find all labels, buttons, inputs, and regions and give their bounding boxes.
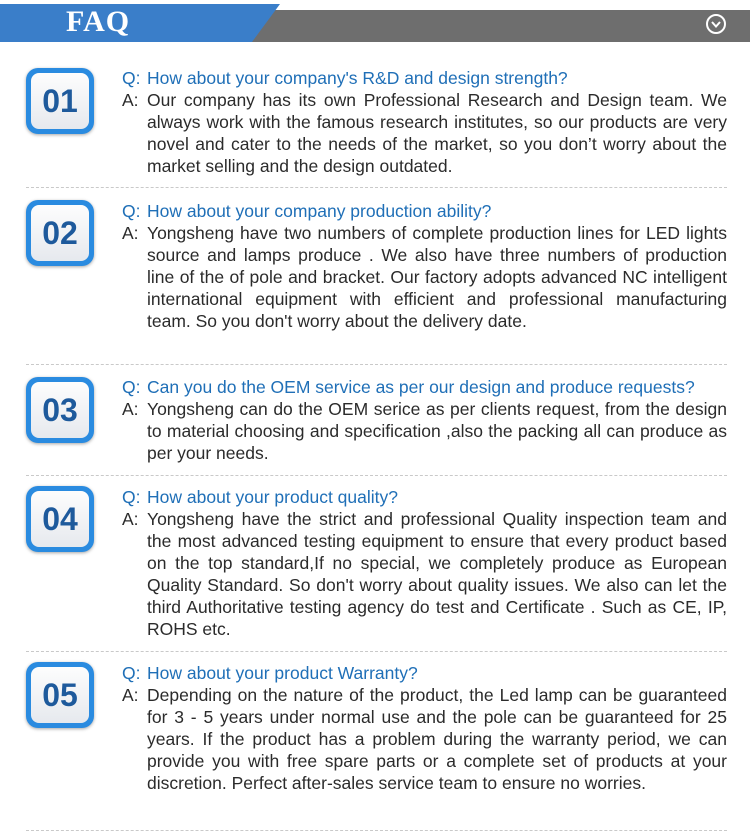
question-prefix: Q: bbox=[122, 201, 141, 221]
answer-text: Yongsheng have the strict and professional Quality inspection team and the most advanced testing equipment to ensure that every product based on the top standard,If no special, we completely produce as European Quality Standard. So don't worry about quality issues. We also can let the third Authoritative testing agency do test and Certificate . Such as CE, IP, ROHS etc. bbox=[147, 509, 727, 639]
number-badge bbox=[26, 662, 94, 728]
divider bbox=[26, 475, 727, 476]
question-text: How about your company production ability? bbox=[147, 201, 492, 221]
question-prefix: Q: bbox=[122, 68, 141, 88]
qa-block bbox=[122, 67, 727, 177]
answer-row bbox=[122, 684, 727, 794]
question-prefix: Q: bbox=[122, 377, 141, 397]
answer-text: Yongsheng can do the OEM serice as per clients request, from the design to material choosing and specification ,also the packing all can produce as per your needs. bbox=[147, 399, 727, 463]
qa-block bbox=[122, 662, 727, 794]
divider bbox=[26, 830, 727, 831]
question-prefix: Q: bbox=[122, 487, 141, 507]
question-text: How about your product quality? bbox=[147, 487, 398, 507]
question-text: How about your product Warranty? bbox=[147, 663, 418, 683]
header-blue-tab bbox=[0, 4, 280, 42]
divider bbox=[26, 364, 727, 365]
answer-text: Depending on the nature of the product, the Led lamp can be guaranteed for 3 - 5 years under normal use and the pole can be guaranteed for 25 years. If the product has a problem during the warranty period, we can provide you with free spare parts or a complete set of products at your discretion. Perfect after-sales service team to ensure no worries. bbox=[147, 685, 727, 793]
number-badge-label: 01 bbox=[31, 73, 89, 129]
divider bbox=[26, 187, 727, 188]
answer-prefix: A: bbox=[122, 223, 139, 243]
faq-header bbox=[0, 0, 750, 44]
question-row bbox=[122, 67, 727, 89]
answer-row bbox=[122, 508, 727, 640]
divider bbox=[26, 651, 727, 652]
question-text: How about your company's R&D and design strength? bbox=[147, 68, 568, 88]
answer-prefix: A: bbox=[122, 509, 139, 529]
answer-prefix: A: bbox=[122, 90, 139, 110]
question-row bbox=[122, 200, 727, 222]
number-badge bbox=[26, 377, 94, 443]
answer-row bbox=[122, 89, 727, 177]
qa-block bbox=[122, 486, 727, 640]
question-row bbox=[122, 376, 727, 398]
number-badge bbox=[26, 68, 94, 134]
answer-text: Yongsheng have two numbers of complete production lines for LED lights source and lamps produce . We also have three numbers of production line of the of pole and bracket. Our factory adopts advanced NC intelligent international equipment with efficient and professional manufacturing team. So you don't worry about the delivery date. bbox=[147, 223, 727, 331]
question-text: Can you do the OEM service as per our design and produce requests? bbox=[147, 377, 695, 397]
number-badge bbox=[26, 200, 94, 266]
answer-prefix: A: bbox=[122, 399, 139, 419]
question-row bbox=[122, 662, 727, 684]
question-row bbox=[122, 486, 727, 508]
chevron-down-circle-icon[interactable] bbox=[706, 14, 726, 34]
answer-prefix: A: bbox=[122, 685, 139, 705]
number-badge bbox=[26, 486, 94, 552]
answer-row bbox=[122, 398, 727, 464]
number-badge-label: 04 bbox=[31, 491, 89, 547]
qa-block bbox=[122, 376, 727, 464]
question-prefix: Q: bbox=[122, 663, 141, 683]
qa-block bbox=[122, 200, 727, 332]
answer-row bbox=[122, 222, 727, 332]
number-badge-label: 05 bbox=[31, 667, 89, 723]
answer-text: Our company has its own Professional Research and Design team. We always work with the famous research institutes, so our products are very novel and cater to the needs of the market, so you don’t worry about the market selling and the design outdated. bbox=[147, 90, 727, 176]
number-badge-label: 03 bbox=[31, 382, 89, 438]
number-badge-label: 02 bbox=[31, 205, 89, 261]
page-title: FAQ bbox=[66, 5, 131, 38]
